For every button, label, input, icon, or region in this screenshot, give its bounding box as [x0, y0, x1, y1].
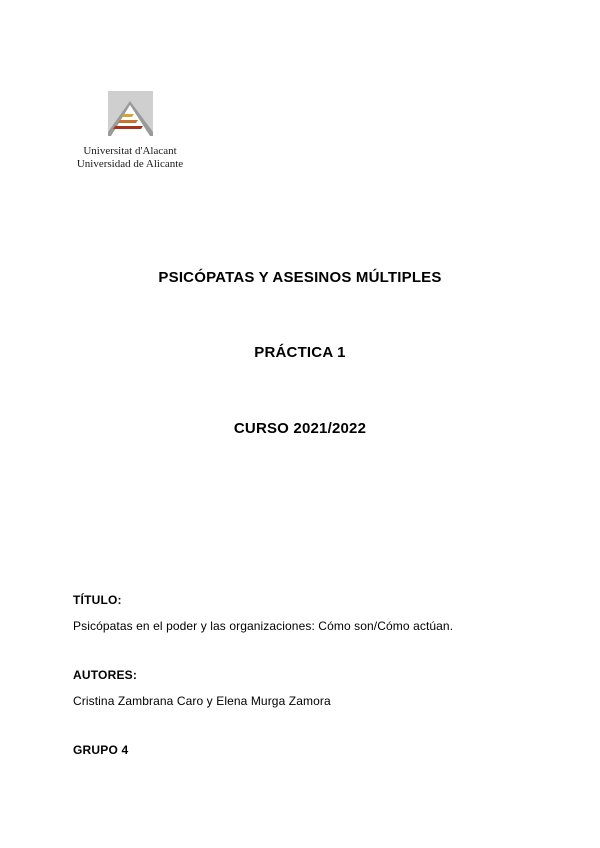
university-name-valencian: Universitat d'Alacant: [83, 145, 177, 157]
practice-title: PRÁCTICA 1: [254, 344, 346, 361]
course-title: CURSO 2021/2022: [233, 420, 367, 437]
group-label: GRUPO 4: [73, 743, 129, 757]
authors-label: AUTORES:: [73, 668, 138, 682]
title-value: Psicópatas en el poder y las organizaciones: Cómo son/Cómo actúan.: [73, 619, 454, 633]
subject-title: PSICÓPATAS Y ASESINOS MÚLTIPLES: [158, 269, 442, 286]
logo-stripe-orange: [118, 120, 138, 123]
logo-stripe-yellow: [122, 114, 134, 117]
logo-stripe-red: [113, 126, 143, 129]
authors-value: Cristina Zambrana Caro y Elena Murga Zamora: [73, 694, 331, 708]
title-label: TÍTULO:: [73, 593, 122, 607]
university-logo: [108, 91, 153, 136]
university-name-spanish: Universidad de Alicante: [76, 158, 184, 170]
